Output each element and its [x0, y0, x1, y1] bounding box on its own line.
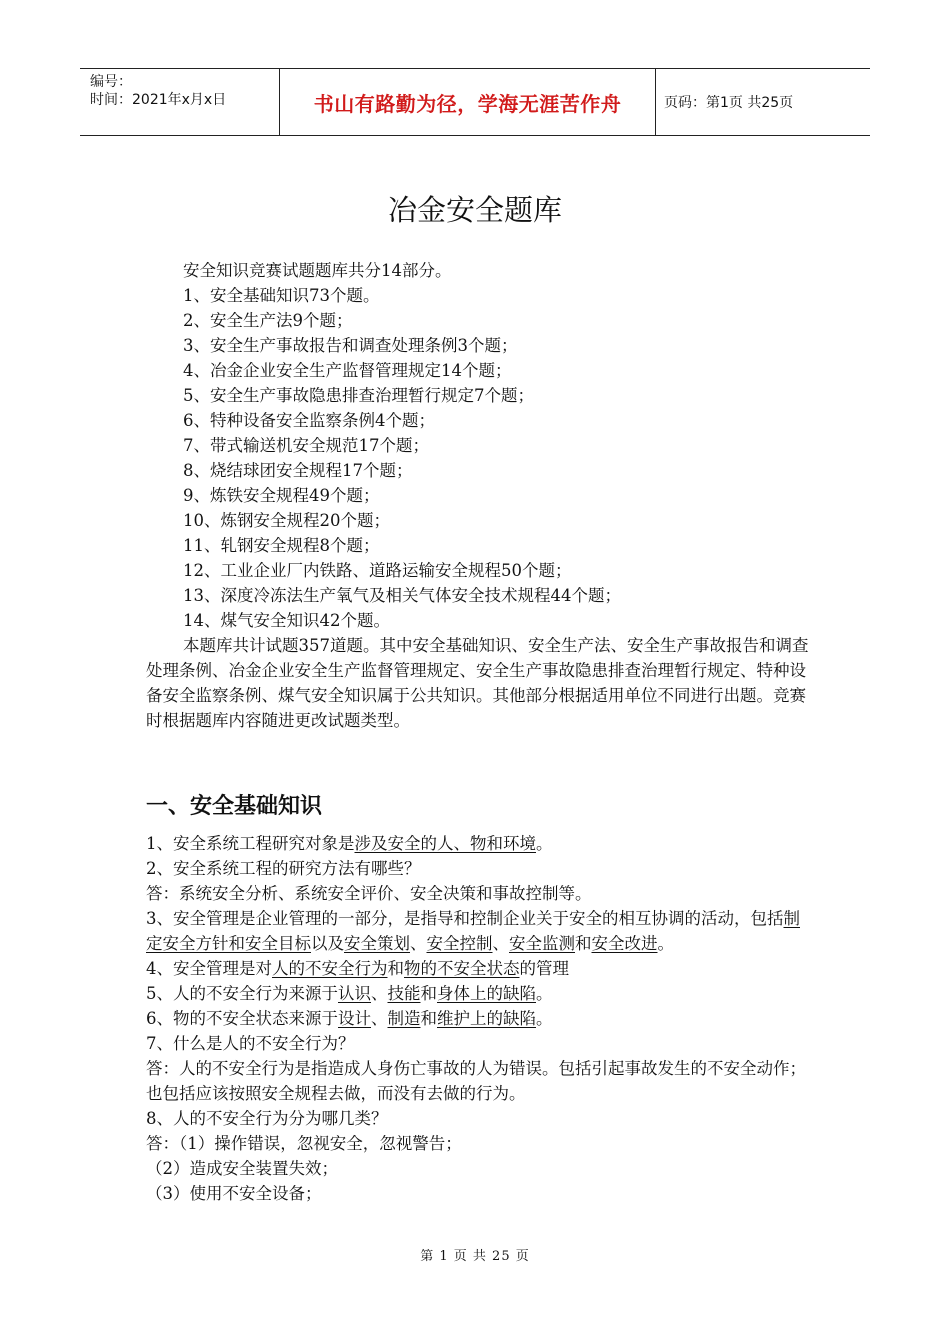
intro-item: 7、带式输送机安全规范17个题；: [183, 436, 429, 455]
answer-blank: 安全控制: [426, 934, 493, 953]
answer-blank: 认识: [338, 984, 371, 1003]
answer-8-item: （2）造成安全装置失效；: [146, 1159, 338, 1178]
answer-7: 答：人的不安全行为是指造成人身伤亡事故的人为错误。包括引起事故发生的不安全动作；也包括应该按照安全规程去做，而没有去做的行为。: [146, 1059, 806, 1103]
intro-item: 8、烧结球团安全规程17个题；: [183, 461, 413, 480]
document-title: 冶金安全题库: [387, 193, 562, 227]
question-3: 3、安全管理是企业管理的一部分，是指导和控制企业关于安全的相互协调的活动，包括制定安全方针和安全目标以及安全策划、安全控制、安全监测和安全改进。: [146, 909, 800, 953]
answer-blank: 技能: [387, 984, 421, 1003]
intro-item: 1、安全基础知识73个题。: [183, 286, 380, 305]
answer-blank: 制造: [387, 1009, 421, 1028]
header-page-label: 页码：第1页 共25页: [664, 95, 794, 111]
intro-item: 6、特种设备安全监察条例4个题；: [183, 411, 435, 430]
answer-8-item: 答：（1）操作错误，忽视安全，忽视警告；: [146, 1134, 462, 1153]
intro-item: 2、安全生产法9个题；: [183, 311, 353, 330]
document-header: [80, 68, 870, 136]
intro-item: 3、安全生产事故报告和调查处理条例3个题；: [183, 336, 518, 355]
answer-blank: 设计: [338, 1009, 371, 1028]
intro-item: 13、深度冷冻法生产氧气及相关气体安全技术规程44个题；: [183, 586, 621, 605]
intro-item: 10、炼钢安全规程20个题；: [183, 511, 390, 530]
answer-blank: 维护上的缺陷: [437, 1009, 536, 1028]
answer-2: 答：系统安全分析、系统安全评价、安全决策和事故控制等。: [146, 884, 592, 903]
time-label: 时间：2021年x月x日: [90, 92, 227, 108]
answer-blank: 安全改进: [591, 934, 658, 953]
question-8: 8、人的不安全行为分为哪几类？: [146, 1109, 388, 1128]
answer-blank: 涉及安全的人、物和环境: [354, 834, 536, 853]
question-2: 2、安全系统工程的研究方法有哪些？: [146, 859, 421, 878]
intro-item: 9、炼铁安全规程49个题；: [183, 486, 380, 505]
answer-blank: 身体上的缺陷: [437, 984, 536, 1003]
answer-blank: 制定安全方针和安全目标: [146, 909, 800, 953]
answer-blank: 物的不安全状态: [404, 959, 520, 978]
answer-blank: 人的不安全行为: [272, 959, 388, 978]
question-5: 5、人的不安全行为来源于认识、技能和身体上的缺陷。: [146, 984, 553, 1003]
header-info-cell: [80, 69, 280, 135]
intro-summary: 安全知识竞赛试题题库共分14部分。: [183, 261, 452, 280]
intro-item: 5、安全生产事故隐患排查治理暂行规定7个题；: [183, 386, 534, 405]
question-4: 4、安全管理是对人的不安全行为和物的不安全状态的管理: [146, 959, 569, 978]
page-footer: 第 1 页 共 25 页: [420, 1249, 530, 1264]
intro-item: 4、冶金企业安全生产监督管理规定14个题；: [183, 361, 512, 380]
question-list: [146, 831, 810, 1206]
question-6: 6、物的不安全状态来源于设计、制造和维护上的缺陷。: [146, 1009, 553, 1028]
section-heading: 一、安全基础知识: [146, 794, 323, 819]
intro-block: [146, 258, 810, 733]
intro-item: 12、工业企业厂内铁路、道路运输安全规程50个题；: [183, 561, 572, 580]
intro-item: 14、煤气安全知识42个题。: [183, 611, 390, 630]
intro-closing-paragraph: 本题库共计试题357道题。其中安全基础知识、安全生产法、安全生产事故报告和调查处理条例、冶金企业安全生产监督管理规定、安全生产事故隐患排查治理暂行规定、特种设备安全监察条例、煤气安全知识属于公共知识。其他部分根据适用单位不同进行出题。竞赛时根据题库内容随进更改试题类型。: [146, 636, 809, 730]
intro-item: 11、轧钢安全规程8个题；: [183, 536, 380, 555]
question-7: 7、什么是人的不安全行为？: [146, 1034, 355, 1053]
answer-blank: 安全监测: [509, 934, 575, 953]
answer-8-item: （3）使用不安全设备；: [146, 1184, 322, 1203]
number-label: 编号：: [90, 74, 132, 90]
header-motto: 书山有路勤为径，学海无涯苦作舟: [280, 69, 656, 135]
question-1: 1、安全系统工程研究对象是涉及安全的人、物和环境。: [146, 834, 553, 853]
answer-blank: 安全策划: [344, 934, 410, 953]
